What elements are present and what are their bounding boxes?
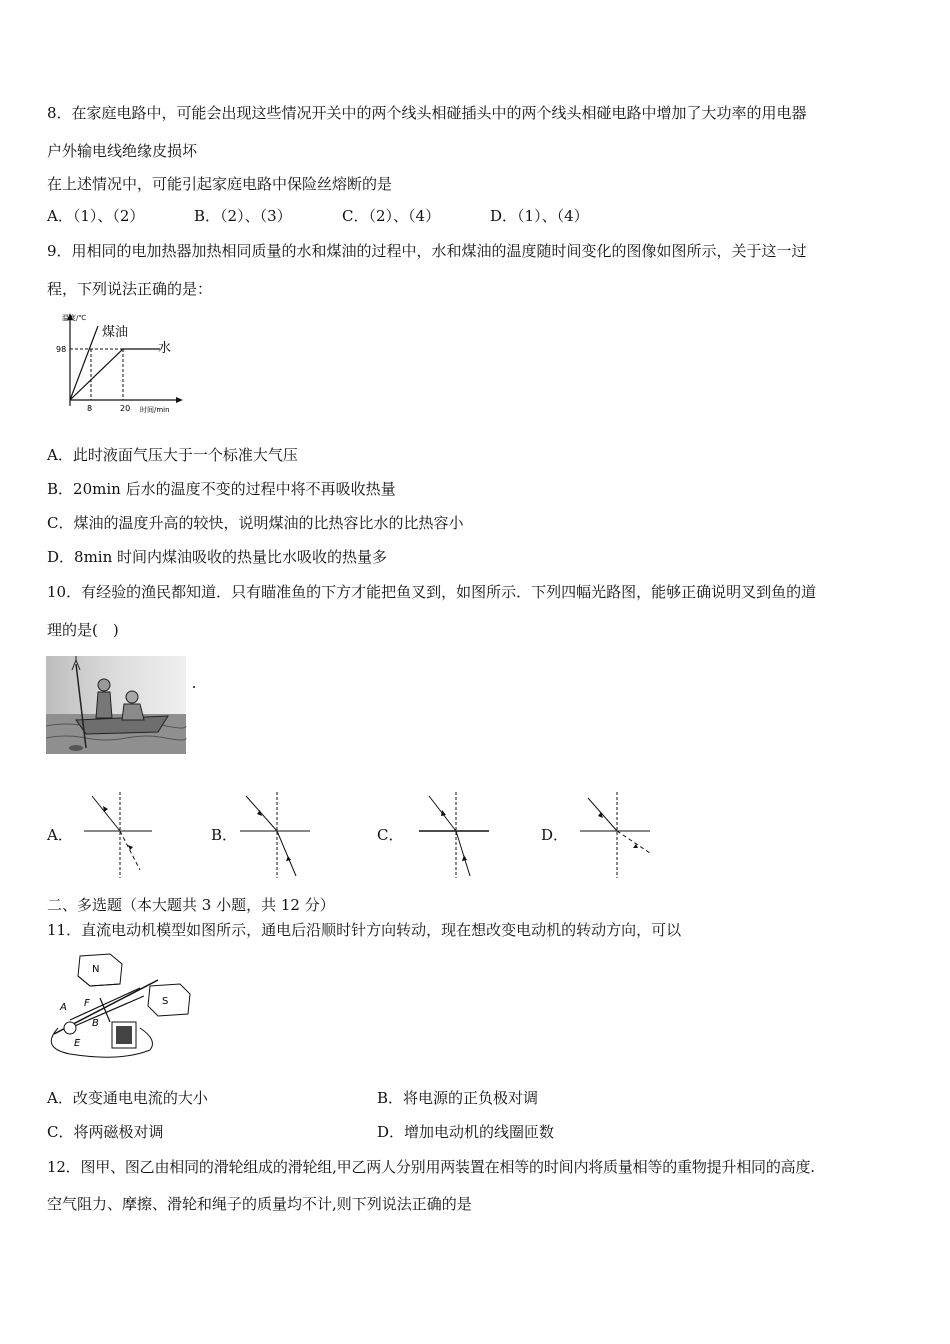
q8-option-c: C．（2）、（4） xyxy=(342,207,441,225)
ray-arrow-down xyxy=(462,855,467,861)
fisherman-head xyxy=(98,679,110,691)
fisherman-illustration xyxy=(46,656,196,756)
water-label: 水 xyxy=(158,341,172,356)
q10-option-d-diagram xyxy=(578,790,653,880)
refracted-ray xyxy=(456,831,470,876)
y-tick-98: 98 xyxy=(56,345,67,354)
s-magnet xyxy=(148,984,190,1016)
label-a: A xyxy=(60,1002,67,1013)
q10-option-c-label: C． xyxy=(377,826,404,844)
q9-option-c: C．煤油的温度升高的较快，说明煤油的比热容比水的比热容小 xyxy=(47,514,464,532)
dc-motor-diagram xyxy=(40,948,200,1063)
q8-option-d: D．（1）、（4） xyxy=(490,207,589,225)
second-person-head xyxy=(126,691,138,703)
q11-option-b: B．将电源的正负极对调 xyxy=(377,1089,539,1107)
q8-stem-continued: 户外输电线绝缘皮损坏 xyxy=(47,142,198,160)
y-axis-label: 温度/℃ xyxy=(62,314,87,322)
label-e: E xyxy=(74,1038,81,1049)
ray-arrow-up xyxy=(441,810,446,816)
commutator xyxy=(64,1022,76,1034)
n-pole-label: N xyxy=(92,964,100,975)
kerosene-line xyxy=(70,326,98,400)
q10-option-b-label: B． xyxy=(211,826,238,844)
fish-icon xyxy=(69,745,83,751)
q10-option-d-label: D． xyxy=(541,826,569,844)
second-person-body xyxy=(122,704,144,720)
label-b: B xyxy=(92,1018,99,1029)
q10-option-c-diagram xyxy=(417,790,492,880)
x-tick-8: 8 xyxy=(87,404,93,413)
q8-question: 在上述情况中，可能引起家庭电路中保险丝熔断的是 xyxy=(47,175,393,193)
q10-option-a-diagram xyxy=(82,790,157,880)
incident-ray xyxy=(246,796,277,831)
q9-option-a: A．此时液面气压大于一个标准大气压 xyxy=(47,446,298,464)
kerosene-label: 煤油 xyxy=(102,325,129,340)
refracted-ray xyxy=(120,831,140,870)
q10-stem: 10．有经验的渔民都知道．只有瞄准鱼的下方才能把鱼叉到，如图所示．下列四幅光路图，能够正确说明叉到鱼的道 xyxy=(47,583,817,601)
x-tick-20: 20 xyxy=(120,404,131,413)
q11-option-c: C．将两磁极对调 xyxy=(47,1123,164,1141)
q10-option-b-diagram xyxy=(238,790,313,880)
q11-stem: 11．直流电动机模型如图所示，通电后沿顺时针方向转动，现在想改变电动机的转动方向，可以 xyxy=(47,921,682,939)
incident-ray xyxy=(92,796,120,831)
q9-option-d: D．8min 时间内煤油吸收的热量比水吸收的热量多 xyxy=(47,548,388,566)
q12-stem: 12．图甲、图乙由相同的滑轮组成的滑轮组,甲乙两人分别用两装置在相等的时间内将质量相等的重物提升相同的高度. xyxy=(47,1158,815,1176)
q10-option-a-label: A． xyxy=(47,826,73,844)
q12-stem-continued: 空气阻力、摩擦、滑轮和绳子的质量均不计,则下列说法正确的是 xyxy=(47,1195,472,1213)
incident-ray xyxy=(588,798,617,831)
x-axis-label: 时间/min xyxy=(140,406,170,414)
ray-arrow-down xyxy=(286,856,291,861)
q9-stem-continued: 程，下列说法正确的是： xyxy=(47,280,213,298)
ray-arrow-up xyxy=(598,812,603,818)
section-2-title: 二、多选题（本大题共 3 小题，共 12 分） xyxy=(47,896,335,914)
q11-option-a: A．改变通电电流的大小 xyxy=(47,1089,208,1107)
q11-option-d: D．增加电动机的线圈匝数 xyxy=(377,1123,555,1141)
q8-option-b: B．（2）、（3） xyxy=(194,207,292,225)
ray-arrow-down xyxy=(128,845,133,850)
q9-option-b: B．20min 后水的温度不变的过程中将不再吸收热量 xyxy=(47,480,396,498)
q8-option-a: A．（1）、（2） xyxy=(47,207,145,225)
q8-stem: 8．在家庭电路中，可能会出现这些情况开关中的两个线头相碰插头中的两个线头相碰电路中增加了大功率的用电器 xyxy=(47,104,807,122)
refracted-ray xyxy=(277,831,296,876)
q9-stem: 9．用相同的电加热器加热相同质量的水和煤油的过程中，水和煤油的温度随时间变化的图像如图所示，关于这一过 xyxy=(47,242,807,260)
temperature-time-graph xyxy=(50,310,195,418)
s-pole-label: S xyxy=(162,996,169,1007)
sky xyxy=(46,656,186,716)
dot xyxy=(193,686,195,688)
water-line xyxy=(70,349,160,400)
q10-stem-continued: 理的是( ) xyxy=(47,621,119,639)
label-f: F xyxy=(84,998,90,1009)
refracted-ray xyxy=(617,831,650,853)
x-axis-arrow xyxy=(176,397,183,403)
fisherman-body xyxy=(96,692,112,718)
